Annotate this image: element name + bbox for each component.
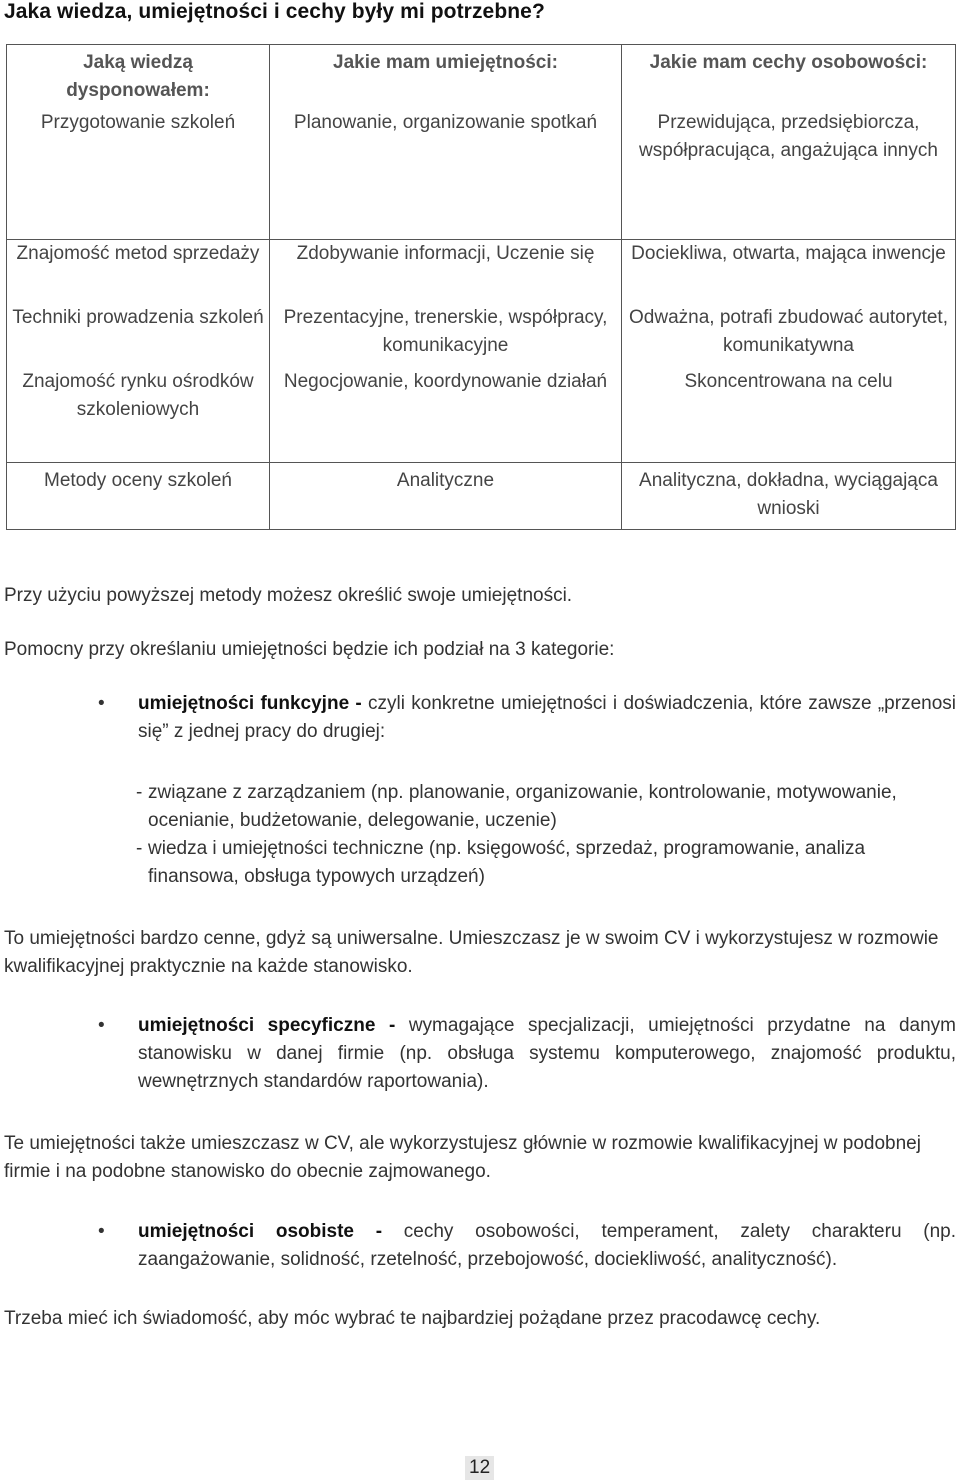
dash-icon: -: [136, 782, 143, 803]
cell-skills: Negocjowanie, koordynowanie działań: [270, 368, 622, 463]
cell-knowledge: Przygotowanie szkoleń: [7, 109, 270, 240]
categories-intro: Pomocny przy określaniu umiejętności będzie ich podział na 3 kategorie:: [4, 639, 615, 660]
bullet-specific: [98, 1012, 956, 1096]
bullet-functional: [98, 690, 956, 746]
functional-note: To umiejętności bardzo cenne, gdyż są uniwersalne. Umieszczasz je w swoim CV i wykorzystujesz w rozmowie kwalifikacyjnej praktycznie na każde stanowisko.: [4, 928, 939, 977]
personal-note: Trzeba mieć ich świadomość, aby móc wybrać te najbardziej pożądane przez pracodawcę cechy.: [4, 1308, 821, 1329]
cell-traits: Przewidująca, przedsiębiorcza, współpracująca, angażująca innych: [622, 109, 956, 240]
cell-traits: Odważna, potrafi zbudować autorytet, komunikatywna: [622, 304, 956, 368]
list-item: [136, 779, 936, 835]
bullet-text: cechy osobowości, temperament, zalety charakteru (np. zaangażowanie, solidność, rzetelność, przebojowość, dociekliwość, analityczność).: [138, 1221, 956, 1270]
skills-table: [6, 44, 956, 530]
cell-skills: Planowanie, organizowanie spotkań: [270, 109, 622, 240]
table-row: [7, 368, 956, 463]
bullet-text: wymagające specjalizacji, umiejętności przydatne na danym stanowisku w danej firmie (np. obsługa systemu komputerowego, znajomość produktu, wewnętrznych standardów raportowania).: [138, 1015, 956, 1092]
bullet-icon: •: [98, 693, 105, 714]
bullet-term: umiejętności specyficzne -: [138, 1015, 396, 1036]
bullet-term: umiejętności osobiste -: [138, 1221, 383, 1242]
header-skills: Jakie mam umiejętności:: [270, 45, 622, 110]
list-item-text: wiedza i umiejętności techniczne (np. księgowość, sprzedaż, programowanie, analiza finansowa, obsługa typowych urządzeń): [148, 838, 866, 887]
dash-icon: -: [136, 838, 143, 859]
table-header-row: [7, 45, 956, 110]
page-number: 12: [465, 1456, 494, 1480]
cell-traits: Dociekliwa, otwarta, mająca inwencje: [622, 240, 956, 305]
table-row: [7, 109, 956, 240]
list-item-text: związane z zarządzaniem (np. planowanie, organizowanie, kontrolowanie, motywowanie, ocenianie, budżetowanie, delegowanie, uczenie): [148, 782, 897, 831]
table-row: [7, 240, 956, 305]
cell-knowledge: Metody oceny szkoleń: [7, 463, 270, 530]
cell-skills: Analityczne: [270, 463, 622, 530]
list-item: [136, 835, 936, 891]
cell-knowledge: Znajomość rynku ośrodków szkoleniowych: [7, 368, 270, 463]
cell-knowledge: Znajomość metod sprzedaży: [7, 240, 270, 305]
cell-skills: Zdobywanie informacji, Uczenie się: [270, 240, 622, 305]
specific-note: Te umiejętności także umieszczasz w CV, ale wykorzystujesz głównie w rozmowie kwalifikacyjnej w podobnej firmie i na podobne stanowisko do obecnie zajmowanego.: [4, 1133, 921, 1182]
cell-traits: Skoncentrowana na celu: [622, 368, 956, 463]
table-row: [7, 304, 956, 368]
header-traits: Jakie mam cechy osobowości:: [622, 45, 956, 110]
bullet-term: umiejętności funkcyjne -: [138, 693, 362, 714]
bullet-icon: •: [98, 1221, 105, 1242]
page-title: Jaka wiedza, umiejętności i cechy były mi potrzebne?: [4, 0, 545, 23]
cell-skills: Prezentacyjne, trenerskie, współpracy, komunikacyjne: [270, 304, 622, 368]
bullet-icon: •: [98, 1015, 105, 1036]
bullet-text: czyli konkretne umiejętności i doświadczenia, które zawsze „przenosi się” z jednej pracy do drugiej:: [138, 693, 956, 742]
cell-traits: Analityczna, dokładna, wyciągająca wnioski: [622, 463, 956, 530]
dash-list: [136, 779, 936, 891]
header-knowledge: Jaką wiedzą dysponowałem:: [7, 45, 270, 110]
table-row: [7, 463, 956, 530]
intro-paragraph: Przy użyciu powyższej metody możesz określić swoje umiejętności.: [4, 585, 573, 606]
cell-knowledge: Techniki prowadzenia szkoleń: [7, 304, 270, 368]
bullet-personal: [98, 1218, 956, 1274]
